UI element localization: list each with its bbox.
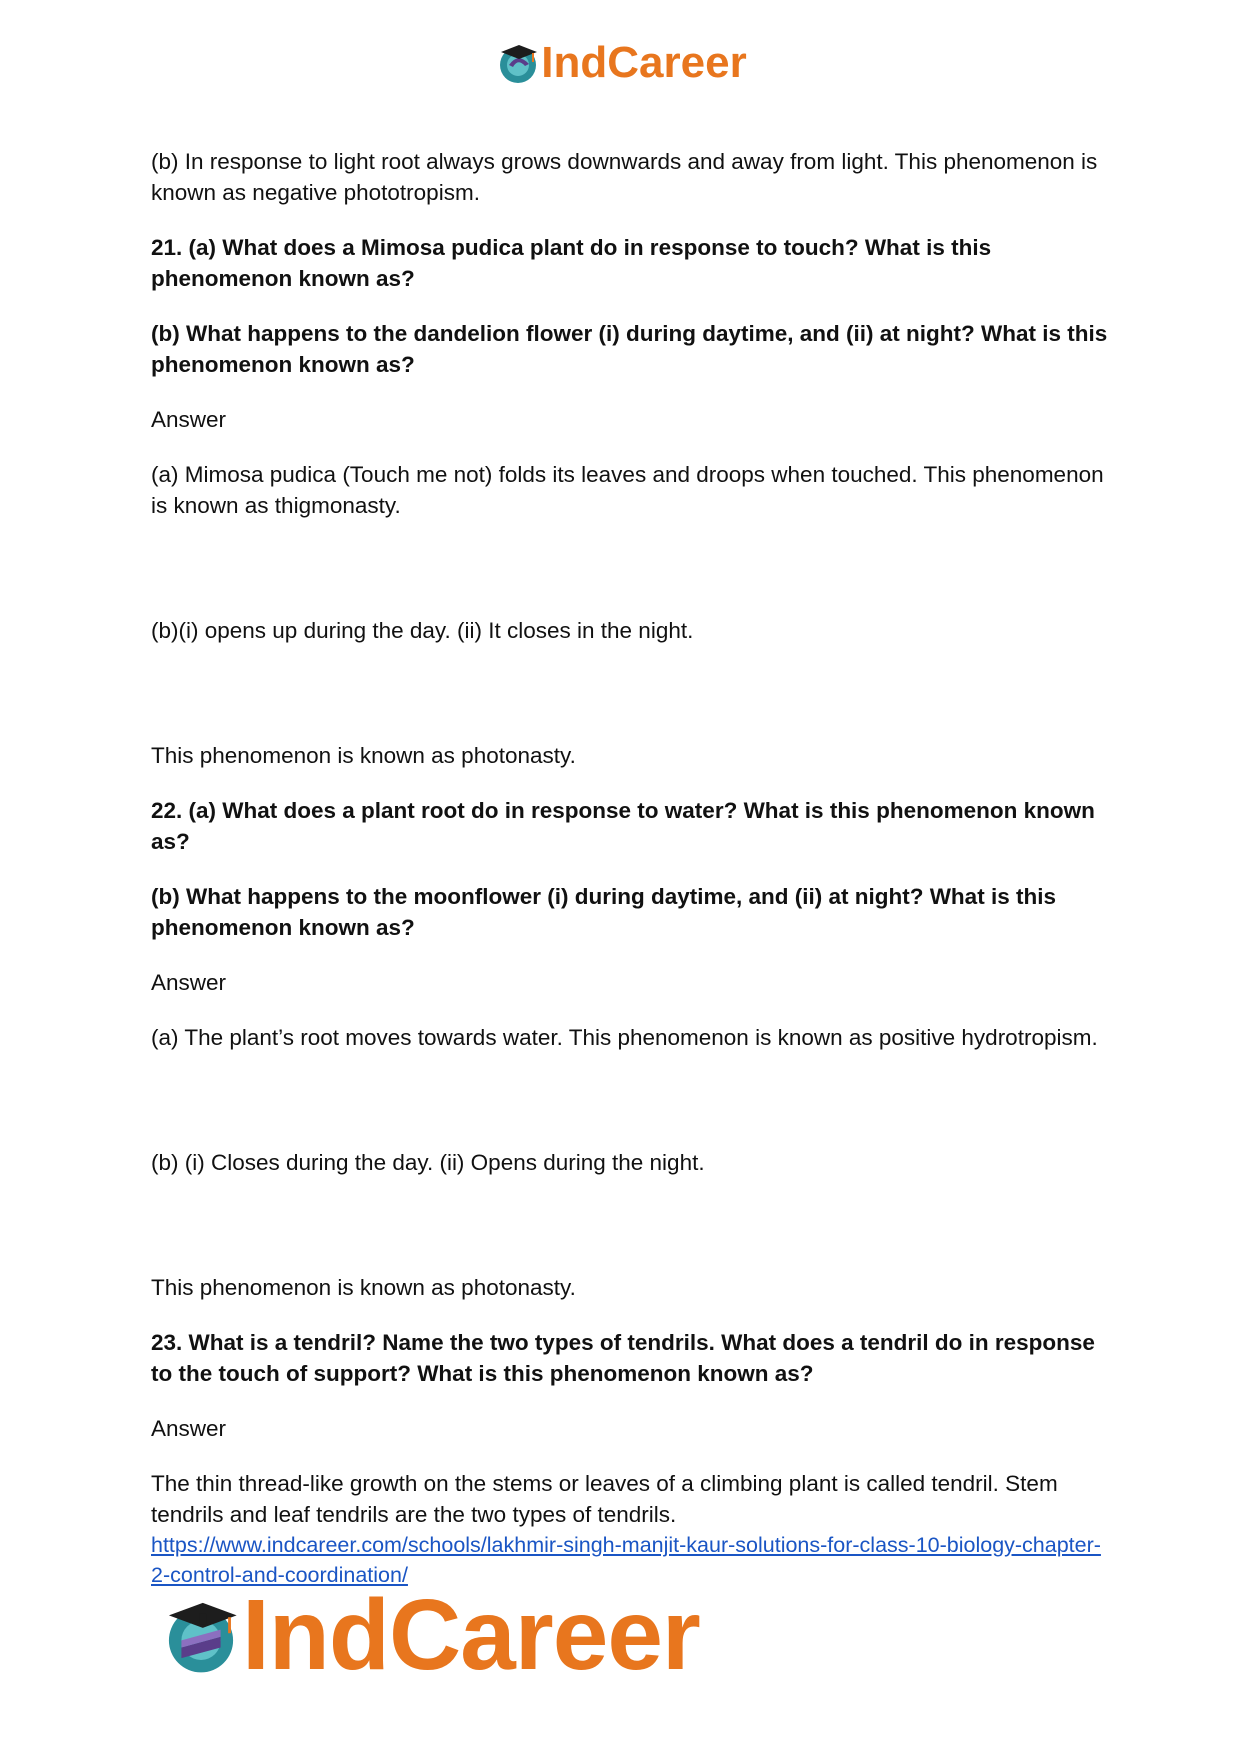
question-heading: 23. What is a tendril? Name the two types of tendrils. What does a tendril do in response to the touch of support? What is this phenomenon known as?	[151, 1330, 1095, 1386]
document-body	[151, 146, 1111, 1590]
source-link[interactable]: https://www.indcareer.com/schools/lakhmir-singh-manjit-kaur-solutions-for-class-10-biology-chapter-2-control-and-coordination/	[151, 1533, 1101, 1587]
question-heading: 22. (a) What does a plant root do in response to water? What is this phenomenon known as?	[151, 798, 1095, 854]
answer-label: Answer	[151, 970, 227, 995]
answer-paragraph: This phenomenon is known as photonasty.	[151, 743, 576, 768]
answer-paragraph: (a) Mimosa pudica (Touch me not) folds its leaves and droops when touched. This phenomenon is known as thigmonasty.	[151, 462, 1104, 518]
graduation-cap-logo-icon	[495, 40, 541, 86]
question-heading: (b) What happens to the moonflower (i) during daytime, and (ii) at night? What is this phenomenon known as?	[151, 884, 1056, 940]
question-heading: (b) What happens to the dandelion flower (i) during daytime, and (ii) at night? What is this phenomenon known as?	[151, 321, 1108, 377]
answer-paragraph: The thin thread-like growth on the stems or leaves of a climbing plant is called tendril. Stem tendrils and leaf tendrils are the two types of tendrils.	[151, 1471, 1058, 1527]
brand-logo-text: IndCareer	[541, 38, 747, 87]
header-logo	[0, 40, 1242, 86]
answer-paragraph: This phenomenon is known as photonasty.	[151, 1275, 576, 1300]
question-heading: 21. (a) What does a Mimosa pudica plant do in response to touch? What is this phenomenon known as?	[151, 235, 992, 291]
answer-paragraph: (b)(i) opens up during the day. (ii) It closes in the night.	[151, 618, 694, 643]
answer-label: Answer	[151, 1416, 227, 1441]
graduation-cap-logo-icon	[160, 1594, 242, 1676]
answer-paragraph: (a) The plant’s root moves towards water. This phenomenon is known as positive hydrotropism.	[151, 1025, 1098, 1050]
answer-paragraph: (b) In response to light root always grows downwards and away from light. This phenomenon is known as negative phototropism.	[151, 149, 1098, 205]
footer-logo	[160, 1579, 700, 1691]
answer-paragraph: (b) (i) Closes during the day. (ii) Opens during the night.	[151, 1150, 705, 1175]
answer-label: Answer	[151, 407, 227, 432]
brand-logo-text: IndCareer	[242, 1579, 700, 1691]
